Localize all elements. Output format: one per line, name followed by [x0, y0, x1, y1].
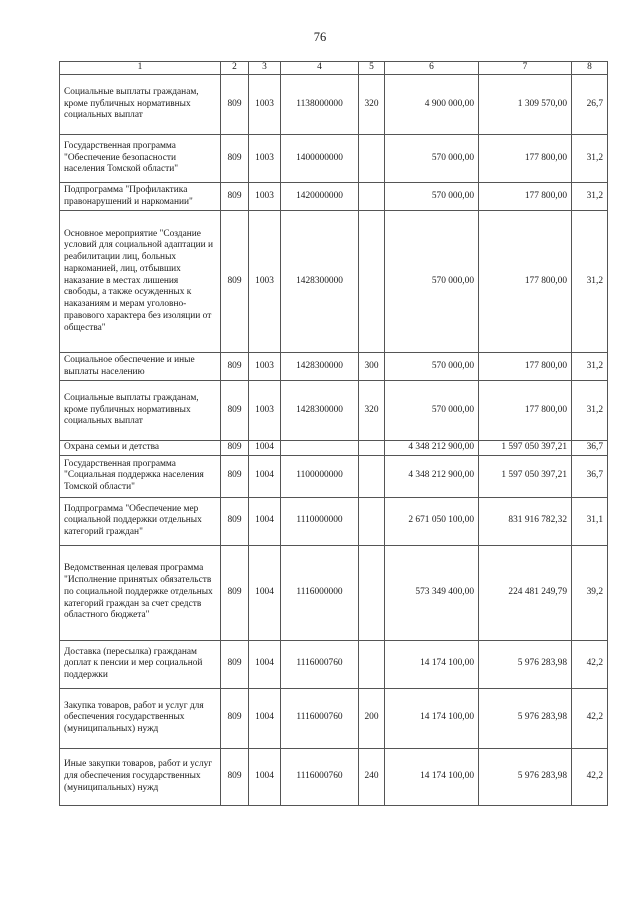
expense-type-code: 300	[359, 353, 385, 381]
target-article-code: 1116000000	[281, 545, 359, 640]
actual-amount: 5 976 283,98	[479, 640, 572, 688]
execution-percent: 36,7	[572, 441, 608, 456]
column-header: 6	[385, 62, 479, 75]
execution-percent: 42,2	[572, 640, 608, 688]
table-row	[60, 135, 608, 183]
column-header: 3	[249, 62, 281, 75]
expense-type-code: 320	[359, 381, 385, 441]
target-article-code: 1116000760	[281, 748, 359, 805]
expense-type-code: 240	[359, 748, 385, 805]
item-name: Государственная программа "Обеспечение безопасности населения Томской области"	[60, 135, 221, 183]
actual-amount: 5 976 283,98	[479, 748, 572, 805]
actual-amount: 5 976 283,98	[479, 688, 572, 748]
table-row	[60, 748, 608, 805]
execution-percent: 42,2	[572, 688, 608, 748]
actual-amount: 177 800,00	[479, 211, 572, 353]
expense-type-code: 320	[359, 75, 385, 135]
item-name: Подпрограмма "Профилактика правонарушений и наркомании"	[60, 183, 221, 211]
planned-amount: 4 900 000,00	[385, 75, 479, 135]
target-article-code: 1110000000	[281, 497, 359, 545]
grbs-code: 809	[221, 497, 249, 545]
section-code: 1004	[249, 688, 281, 748]
item-name: Социальные выплаты гражданам, кроме публичных нормативных социальных выплат	[60, 381, 221, 441]
column-header: 4	[281, 62, 359, 75]
actual-amount: 177 800,00	[479, 183, 572, 211]
actual-amount: 1 309 570,00	[479, 75, 572, 135]
grbs-code: 809	[221, 748, 249, 805]
table-row	[60, 640, 608, 688]
grbs-code: 809	[221, 640, 249, 688]
table-row	[60, 183, 608, 211]
item-name: Закупка товаров, работ и услуг для обеспечения государственных (муниципальных) нужд	[60, 688, 221, 748]
planned-amount: 14 174 100,00	[385, 748, 479, 805]
grbs-code: 809	[221, 211, 249, 353]
target-article-code: 1428300000	[281, 381, 359, 441]
target-article-code: 1116000760	[281, 688, 359, 748]
actual-amount: 177 800,00	[479, 381, 572, 441]
item-name: Основное мероприятие "Создание условий для социальной адаптации и реабилитации лиц, больных наркоманией, лиц, отбывших наказание в местах лишения свободы, а также осужденных к наказаниям и мерам уголовно-правового характера без изоляции от общества"	[60, 211, 221, 353]
planned-amount: 14 174 100,00	[385, 640, 479, 688]
column-header: 8	[572, 62, 608, 75]
actual-amount: 177 800,00	[479, 135, 572, 183]
target-article-code: 1100000000	[281, 455, 359, 497]
planned-amount: 14 174 100,00	[385, 688, 479, 748]
table-row	[60, 455, 608, 497]
section-code: 1003	[249, 135, 281, 183]
table-row	[60, 441, 608, 456]
target-article-code: 1428300000	[281, 211, 359, 353]
target-article-code: 1116000760	[281, 640, 359, 688]
expense-type-code	[359, 135, 385, 183]
expense-type-code	[359, 497, 385, 545]
planned-amount: 573 349 400,00	[385, 545, 479, 640]
grbs-code: 809	[221, 441, 249, 456]
item-name: Доставка (пересылка) гражданам доплат к пенсии и мер социальной поддержки	[60, 640, 221, 688]
grbs-code: 809	[221, 381, 249, 441]
item-name: Иные закупки товаров, работ и услуг для обеспечения государственных (муниципальных) нужд	[60, 748, 221, 805]
section-code: 1004	[249, 441, 281, 456]
actual-amount: 1 597 050 397,21	[479, 441, 572, 456]
grbs-code: 809	[221, 455, 249, 497]
item-name: Ведомственная целевая программа "Исполнение принятых обязательств по социальной поддержке отдельных категорий граждан за счет средств областного бюджета"	[60, 545, 221, 640]
item-name: Государственная программа "Социальная поддержка населения Томской области"	[60, 455, 221, 497]
planned-amount: 4 348 212 900,00	[385, 441, 479, 456]
planned-amount: 570 000,00	[385, 353, 479, 381]
execution-percent: 31,2	[572, 381, 608, 441]
item-name: Социальное обеспечение и иные выплаты населению	[60, 353, 221, 381]
target-article-code: 1420000000	[281, 183, 359, 211]
planned-amount: 570 000,00	[385, 183, 479, 211]
grbs-code: 809	[221, 353, 249, 381]
table-row	[60, 688, 608, 748]
execution-percent: 36,7	[572, 455, 608, 497]
section-code: 1004	[249, 497, 281, 545]
budget-table	[59, 61, 608, 806]
target-article-code	[281, 441, 359, 456]
table-row	[60, 353, 608, 381]
expense-type-code: 200	[359, 688, 385, 748]
item-name: Социальные выплаты гражданам, кроме публичных нормативных социальных выплат	[60, 75, 221, 135]
actual-amount: 177 800,00	[479, 353, 572, 381]
grbs-code: 809	[221, 183, 249, 211]
expense-type-code	[359, 441, 385, 456]
target-article-code: 1400000000	[281, 135, 359, 183]
execution-percent: 31,2	[572, 135, 608, 183]
planned-amount: 4 348 212 900,00	[385, 455, 479, 497]
table-row	[60, 381, 608, 441]
section-code: 1003	[249, 75, 281, 135]
table-row	[60, 545, 608, 640]
execution-percent: 31,1	[572, 497, 608, 545]
table-row	[60, 75, 608, 135]
expense-type-code	[359, 640, 385, 688]
section-code: 1004	[249, 640, 281, 688]
section-code: 1003	[249, 183, 281, 211]
table-header-row	[60, 62, 608, 75]
execution-percent: 31,2	[572, 183, 608, 211]
planned-amount: 570 000,00	[385, 211, 479, 353]
table-row	[60, 497, 608, 545]
expense-type-code	[359, 211, 385, 353]
execution-percent: 42,2	[572, 748, 608, 805]
column-header: 7	[479, 62, 572, 75]
actual-amount: 224 481 249,79	[479, 545, 572, 640]
expense-type-code	[359, 183, 385, 211]
page-number: 76	[313, 30, 327, 44]
section-code: 1004	[249, 455, 281, 497]
item-name: Охрана семьи и детства	[60, 441, 221, 456]
section-code: 1004	[249, 545, 281, 640]
section-code: 1004	[249, 748, 281, 805]
execution-percent: 26,7	[572, 75, 608, 135]
expense-type-code	[359, 545, 385, 640]
column-header: 2	[221, 62, 249, 75]
grbs-code: 809	[221, 545, 249, 640]
target-article-code: 1428300000	[281, 353, 359, 381]
item-name: Подпрограмма "Обеспечение мер социальной поддержки отдельных категорий граждан"	[60, 497, 221, 545]
planned-amount: 2 671 050 100,00	[385, 497, 479, 545]
actual-amount: 1 597 050 397,21	[479, 455, 572, 497]
column-header: 1	[60, 62, 221, 75]
section-code: 1003	[249, 381, 281, 441]
target-article-code: 1138000000	[281, 75, 359, 135]
grbs-code: 809	[221, 135, 249, 183]
section-code: 1003	[249, 353, 281, 381]
grbs-code: 809	[221, 75, 249, 135]
execution-percent: 39,2	[572, 545, 608, 640]
execution-percent: 31,2	[572, 211, 608, 353]
grbs-code: 809	[221, 688, 249, 748]
table-row	[60, 211, 608, 353]
expense-type-code	[359, 455, 385, 497]
actual-amount: 831 916 782,32	[479, 497, 572, 545]
planned-amount: 570 000,00	[385, 135, 479, 183]
section-code: 1003	[249, 211, 281, 353]
column-header: 5	[359, 62, 385, 75]
planned-amount: 570 000,00	[385, 381, 479, 441]
execution-percent: 31,2	[572, 353, 608, 381]
